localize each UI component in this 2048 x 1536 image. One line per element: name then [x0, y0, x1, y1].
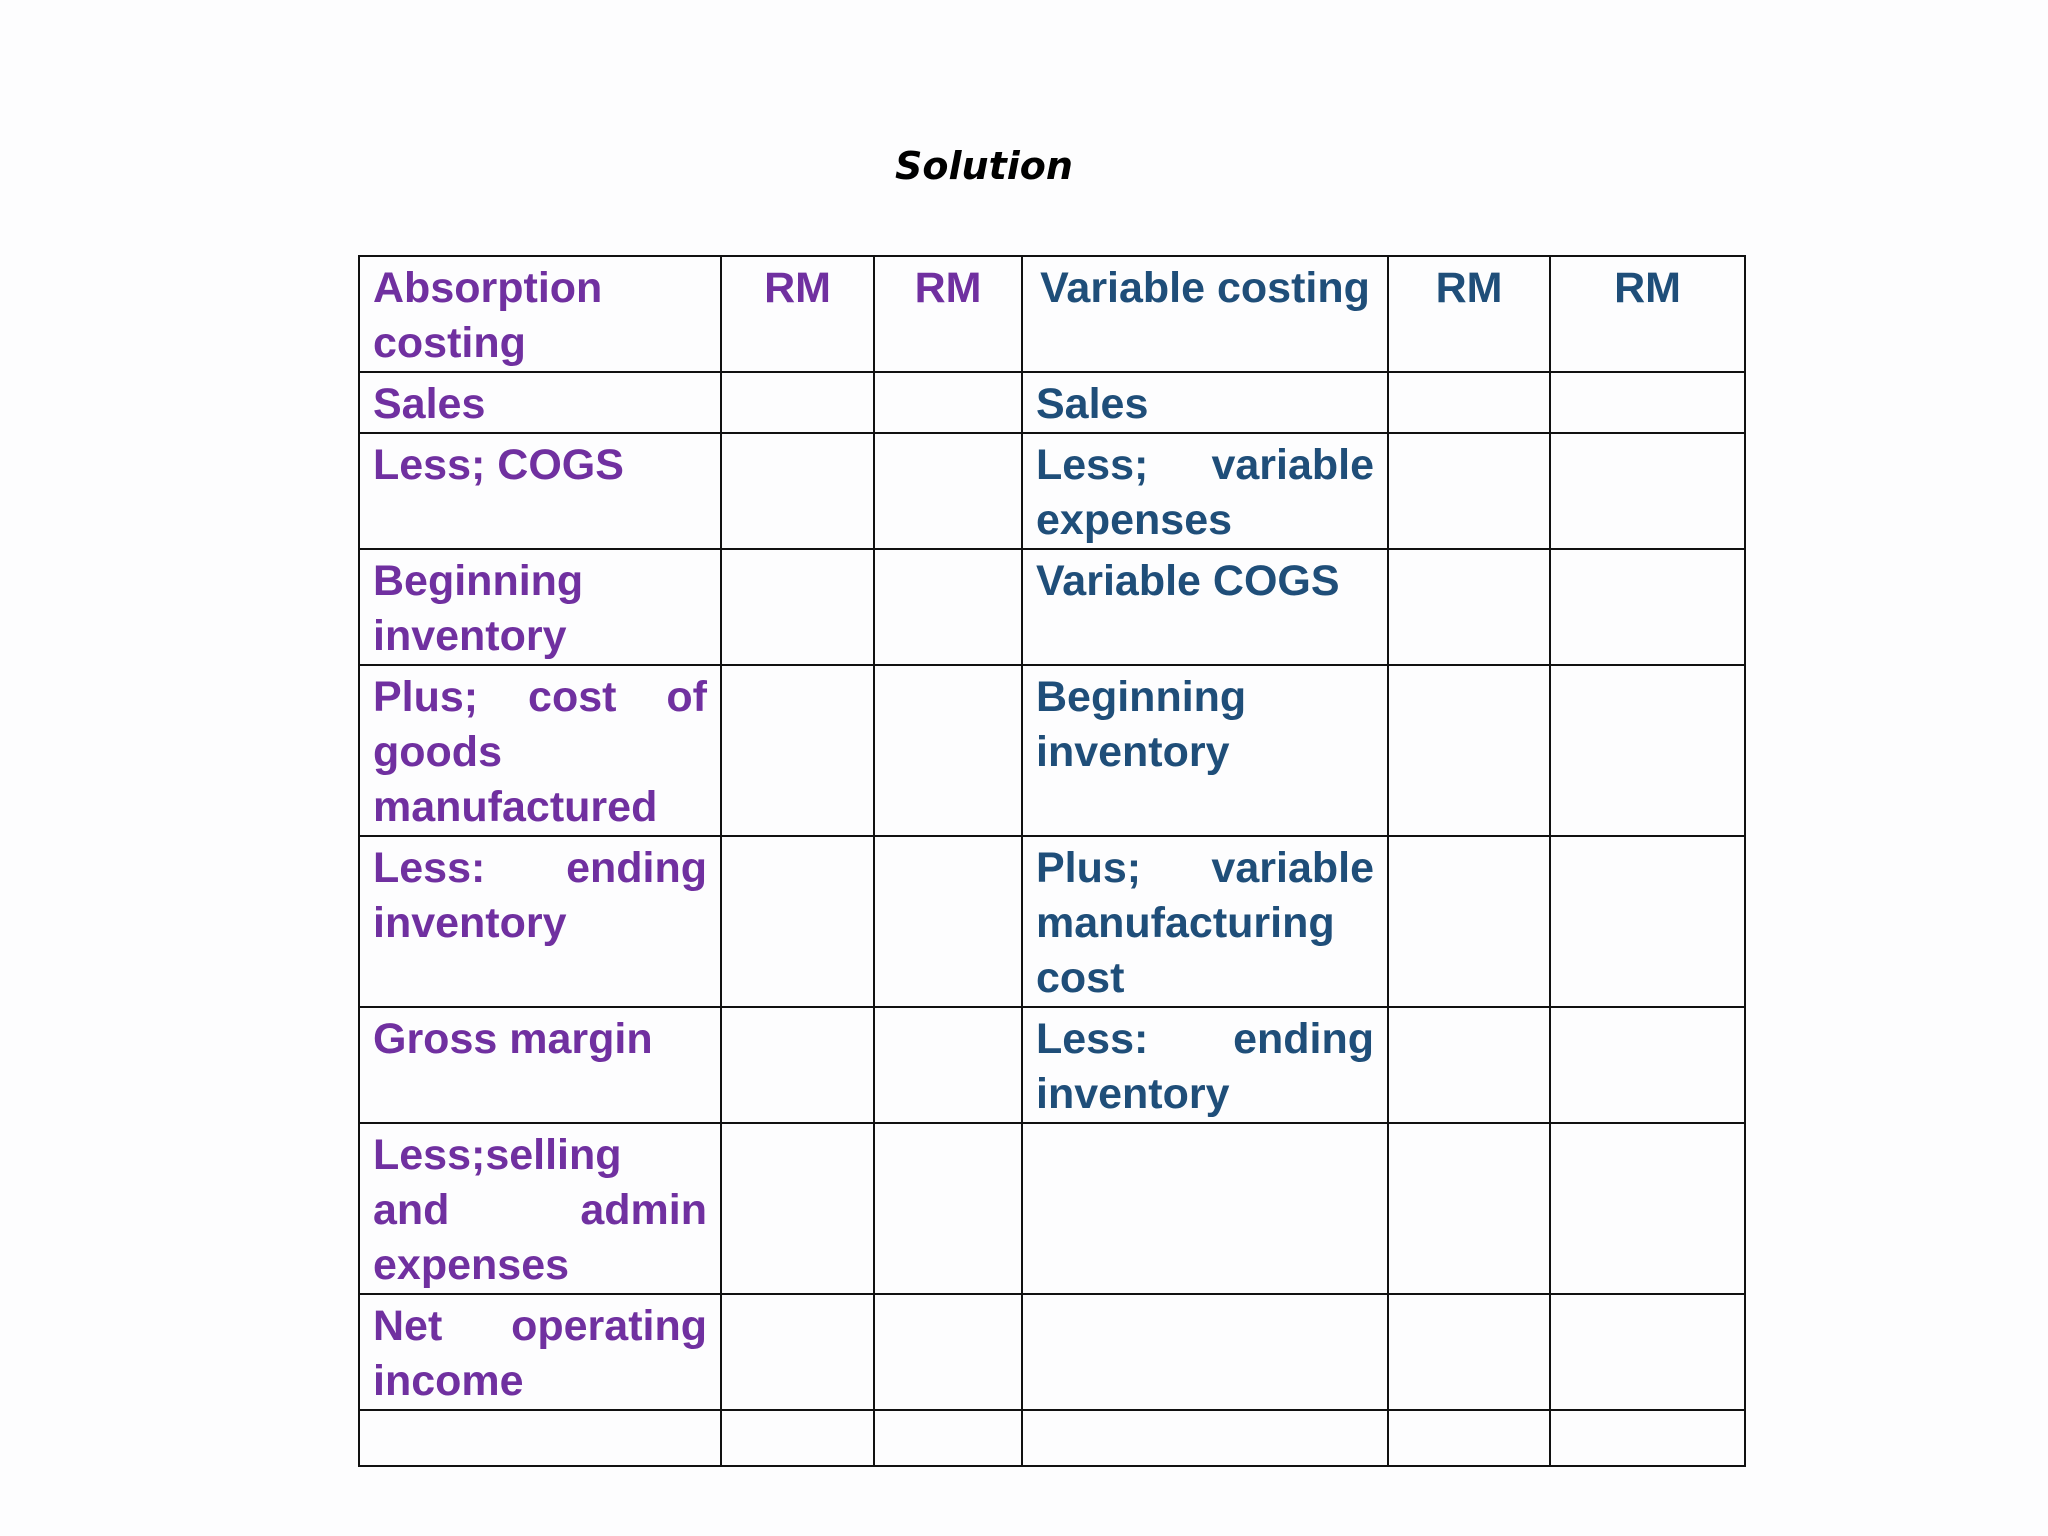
variable-label: Plus; variable manufacturing cost — [1022, 836, 1388, 1007]
header-absorption-costing: Absorption costing — [359, 256, 721, 372]
amount-cell — [1550, 549, 1745, 665]
amount-cell — [721, 1410, 874, 1466]
absorption-label: Plus; cost of goods manufactured — [359, 665, 721, 836]
variable-label — [1022, 1294, 1388, 1410]
variable-label: Sales — [1022, 372, 1388, 433]
variable-label: Beginning inventory — [1022, 665, 1388, 836]
header-rm-col-4: RM — [1550, 256, 1745, 372]
amount-cell — [721, 372, 874, 433]
amount-cell — [1550, 372, 1745, 433]
amount-cell — [721, 433, 874, 549]
amount-cell — [1550, 433, 1745, 549]
amount-cell — [721, 1007, 874, 1123]
amount-cell — [874, 836, 1022, 1007]
amount-cell — [721, 836, 874, 1007]
table-row — [359, 665, 1745, 836]
amount-cell — [1388, 1294, 1550, 1410]
amount-cell — [874, 1410, 1022, 1466]
table-row — [359, 836, 1745, 1007]
amount-cell — [1388, 433, 1550, 549]
amount-cell — [1388, 665, 1550, 836]
header-variable-costing: Variable costing — [1022, 256, 1388, 372]
amount-cell — [721, 1294, 874, 1410]
absorption-label: Net operating income — [359, 1294, 721, 1410]
amount-cell — [874, 433, 1022, 549]
absorption-label: Sales — [359, 372, 721, 433]
header-rm-col-3: RM — [1388, 256, 1550, 372]
header-rm-col-2: RM — [874, 256, 1022, 372]
absorption-label: Beginning inventory — [359, 549, 721, 665]
variable-label: Variable COGS — [1022, 549, 1388, 665]
amount-cell — [1388, 1123, 1550, 1294]
variable-label: Less; variable expenses — [1022, 433, 1388, 549]
amount-cell — [1388, 372, 1550, 433]
amount-cell — [1550, 836, 1745, 1007]
amount-cell — [874, 1294, 1022, 1410]
amount-cell — [874, 1123, 1022, 1294]
amount-cell — [1388, 1410, 1550, 1466]
amount-cell — [1550, 665, 1745, 836]
amount-cell — [721, 549, 874, 665]
table-row — [359, 549, 1745, 665]
absorption-label — [359, 1410, 721, 1466]
absorption-label: Less: ending inventory — [359, 836, 721, 1007]
table-row — [359, 1123, 1745, 1294]
table-header-row — [359, 256, 1745, 372]
amount-cell — [874, 549, 1022, 665]
table-row — [359, 1294, 1745, 1410]
amount-cell — [721, 665, 874, 836]
table-row — [359, 1007, 1745, 1123]
amount-cell — [1388, 1007, 1550, 1123]
amount-cell — [874, 665, 1022, 836]
amount-cell — [1388, 836, 1550, 1007]
absorption-label: Less;selling and admin expenses — [359, 1123, 721, 1294]
header-rm-col-1: RM — [721, 256, 874, 372]
amount-cell — [721, 1123, 874, 1294]
variable-label: Less: ending inventory — [1022, 1007, 1388, 1123]
page-title: Solution — [895, 144, 1073, 188]
costing-comparison-table — [358, 255, 1746, 1467]
variable-label — [1022, 1123, 1388, 1294]
table-row — [359, 1410, 1745, 1466]
amount-cell — [1550, 1410, 1745, 1466]
table-row — [359, 372, 1745, 433]
absorption-label: Gross margin — [359, 1007, 721, 1123]
amount-cell — [1550, 1007, 1745, 1123]
amount-cell — [874, 1007, 1022, 1123]
amount-cell — [874, 372, 1022, 433]
amount-cell — [1550, 1294, 1745, 1410]
absorption-label: Less; COGS — [359, 433, 721, 549]
amount-cell — [1388, 549, 1550, 665]
variable-label — [1022, 1410, 1388, 1466]
amount-cell — [1550, 1123, 1745, 1294]
table-row — [359, 433, 1745, 549]
